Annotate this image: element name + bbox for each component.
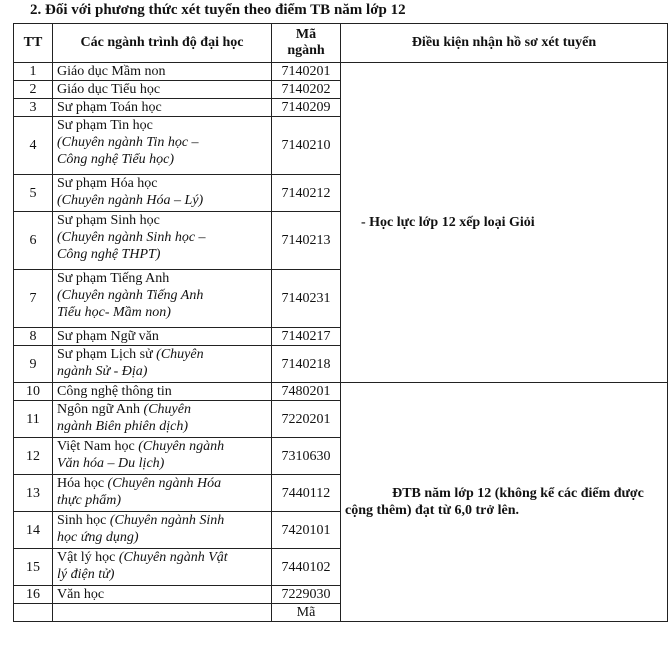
major-specialization-cont: học ứng dụng) (57, 530, 139, 545)
major-specialization: (Chuyên ngành Hóa (107, 476, 222, 491)
major-code: 7440112 (272, 475, 341, 512)
admission-table (13, 23, 668, 622)
major-name: Sư phạm Hóa học (57, 176, 158, 191)
major-name-cell (53, 99, 272, 117)
major-name: Công nghệ thông tin (57, 384, 172, 399)
major-name-cell (53, 346, 272, 383)
condition-2-line2: cộng thêm) đạt từ 6,0 trở lên. (345, 503, 520, 518)
major-name-cell (53, 81, 272, 99)
major-code: 7140210 (272, 117, 341, 175)
major-specialization-cont: ngành Biên phiên dịch) (57, 419, 189, 434)
row-number: 7 (14, 270, 53, 328)
major-name-cell (53, 401, 272, 438)
major-specialization: (Chuyên ngành Sinh (109, 513, 225, 528)
major-code: 7440102 (272, 549, 341, 586)
major-name-cell (53, 328, 272, 346)
row-number: 16 (14, 586, 53, 604)
major-specialization: (Chuyên ngành Tin học – (57, 135, 199, 150)
major-name: Sư phạm Sinh học (57, 213, 160, 228)
major-code: 7420101 (272, 512, 341, 549)
major-name: Sư phạm Toán học (57, 100, 162, 115)
major-code: 7140218 (272, 346, 341, 383)
table-row (14, 63, 668, 81)
major-specialization-cont: ngành Sử - Địa) (57, 364, 148, 379)
major-name-cell (53, 438, 272, 475)
major-code: 7140209 (272, 99, 341, 117)
table-header-row (14, 24, 668, 63)
major-specialization: (Chuyên ngành Sinh học – (57, 230, 206, 245)
header-major: Các ngành trình độ đại học (53, 24, 272, 63)
header-condition: Điều kiện nhận hồ sơ xét tuyển (341, 24, 668, 63)
row-number: 6 (14, 212, 53, 270)
header-tt: TT (14, 24, 53, 63)
row-number: 10 (14, 383, 53, 401)
condition-2-line1: ĐTB năm lớp 12 (không kể các điểm được (392, 486, 644, 501)
row-number: 8 (14, 328, 53, 346)
row-number: 9 (14, 346, 53, 383)
major-specialization: (Chuyên (143, 402, 191, 417)
major-name: Sư phạm Ngữ văn (57, 329, 159, 344)
major-name: Văn học (57, 587, 105, 602)
major-code: 7140212 (272, 175, 341, 212)
major-name: Hóa học (57, 476, 105, 491)
major-name-cell (53, 63, 272, 81)
major-code: 7140202 (272, 81, 341, 99)
row-number: 14 (14, 512, 53, 549)
major-name: Sư phạm Tiếng Anh (57, 271, 170, 286)
header-code-line1: Mã (295, 27, 317, 42)
section-heading: 2. Đối với phương thức xét tuyển theo điểm TB năm lớp 12 (30, 2, 406, 18)
major-name: Vật lý học (57, 550, 116, 565)
major-specialization-cont: Tiểu học- Mầm non) (57, 305, 171, 320)
major-name: Sư phạm Lịch sử (57, 347, 153, 362)
major-name-cell (53, 383, 272, 401)
major-specialization: (Chuyên ngành Vật (118, 550, 228, 565)
major-code: 7310630 (272, 438, 341, 475)
row-number: 13 (14, 475, 53, 512)
header-code (272, 24, 341, 63)
major-name-cell (53, 212, 272, 270)
condition-group-2 (341, 383, 668, 622)
major-name: Sinh học (57, 513, 107, 528)
table-row (14, 383, 668, 401)
major-name-cell (53, 586, 272, 604)
major-code: 7140217 (272, 328, 341, 346)
major-name: Việt Nam học (57, 439, 135, 454)
major-code: 7220201 (272, 401, 341, 438)
major-specialization-cont: lý điện tử) (57, 567, 115, 582)
major-name-cell (53, 175, 272, 212)
major-name: Giáo dục Tiểu học (57, 82, 161, 97)
row-number: 3 (14, 99, 53, 117)
major-specialization-cont: Văn hóa – Du lịch) (57, 456, 165, 471)
major-specialization: (Chuyên ngành Tiếng Anh (57, 288, 204, 303)
major-code: 7229030 (272, 586, 341, 604)
major-name-cell (53, 270, 272, 328)
header-code-line2: ngành (287, 43, 325, 58)
row-number: 11 (14, 401, 53, 438)
major-name-cell (53, 512, 272, 549)
condition-group-1: - Học lực lớp 12 xếp loại Giỏi (341, 63, 668, 383)
major-name: Sư phạm Tin học (57, 118, 153, 133)
major-name-cell (53, 604, 272, 622)
row-number: 1 (14, 63, 53, 81)
major-specialization-cont: thực phẩm) (57, 493, 122, 508)
major-specialization-cont: Công nghệ Tiểu học) (57, 152, 175, 167)
major-name: Giáo dục Mầm non (57, 64, 166, 79)
row-number: 15 (14, 549, 53, 586)
major-code: Mã (272, 604, 341, 622)
major-specialization-cont: Công nghệ THPT) (57, 247, 161, 262)
major-name-cell (53, 475, 272, 512)
major-code: 7140213 (272, 212, 341, 270)
row-number: 4 (14, 117, 53, 175)
major-specialization: (Chuyên ngành (138, 439, 225, 454)
row-number (14, 604, 53, 622)
row-number: 5 (14, 175, 53, 212)
major-code: 7480201 (272, 383, 341, 401)
major-name: Ngôn ngữ Anh (57, 402, 141, 417)
major-name-cell (53, 549, 272, 586)
major-specialization: (Chuyên ngành Hóa – Lý) (57, 193, 204, 208)
major-specialization: (Chuyên (156, 347, 204, 362)
major-code: 7140201 (272, 63, 341, 81)
major-code: 7140231 (272, 270, 341, 328)
row-number: 2 (14, 81, 53, 99)
row-number: 12 (14, 438, 53, 475)
major-name-cell (53, 117, 272, 175)
